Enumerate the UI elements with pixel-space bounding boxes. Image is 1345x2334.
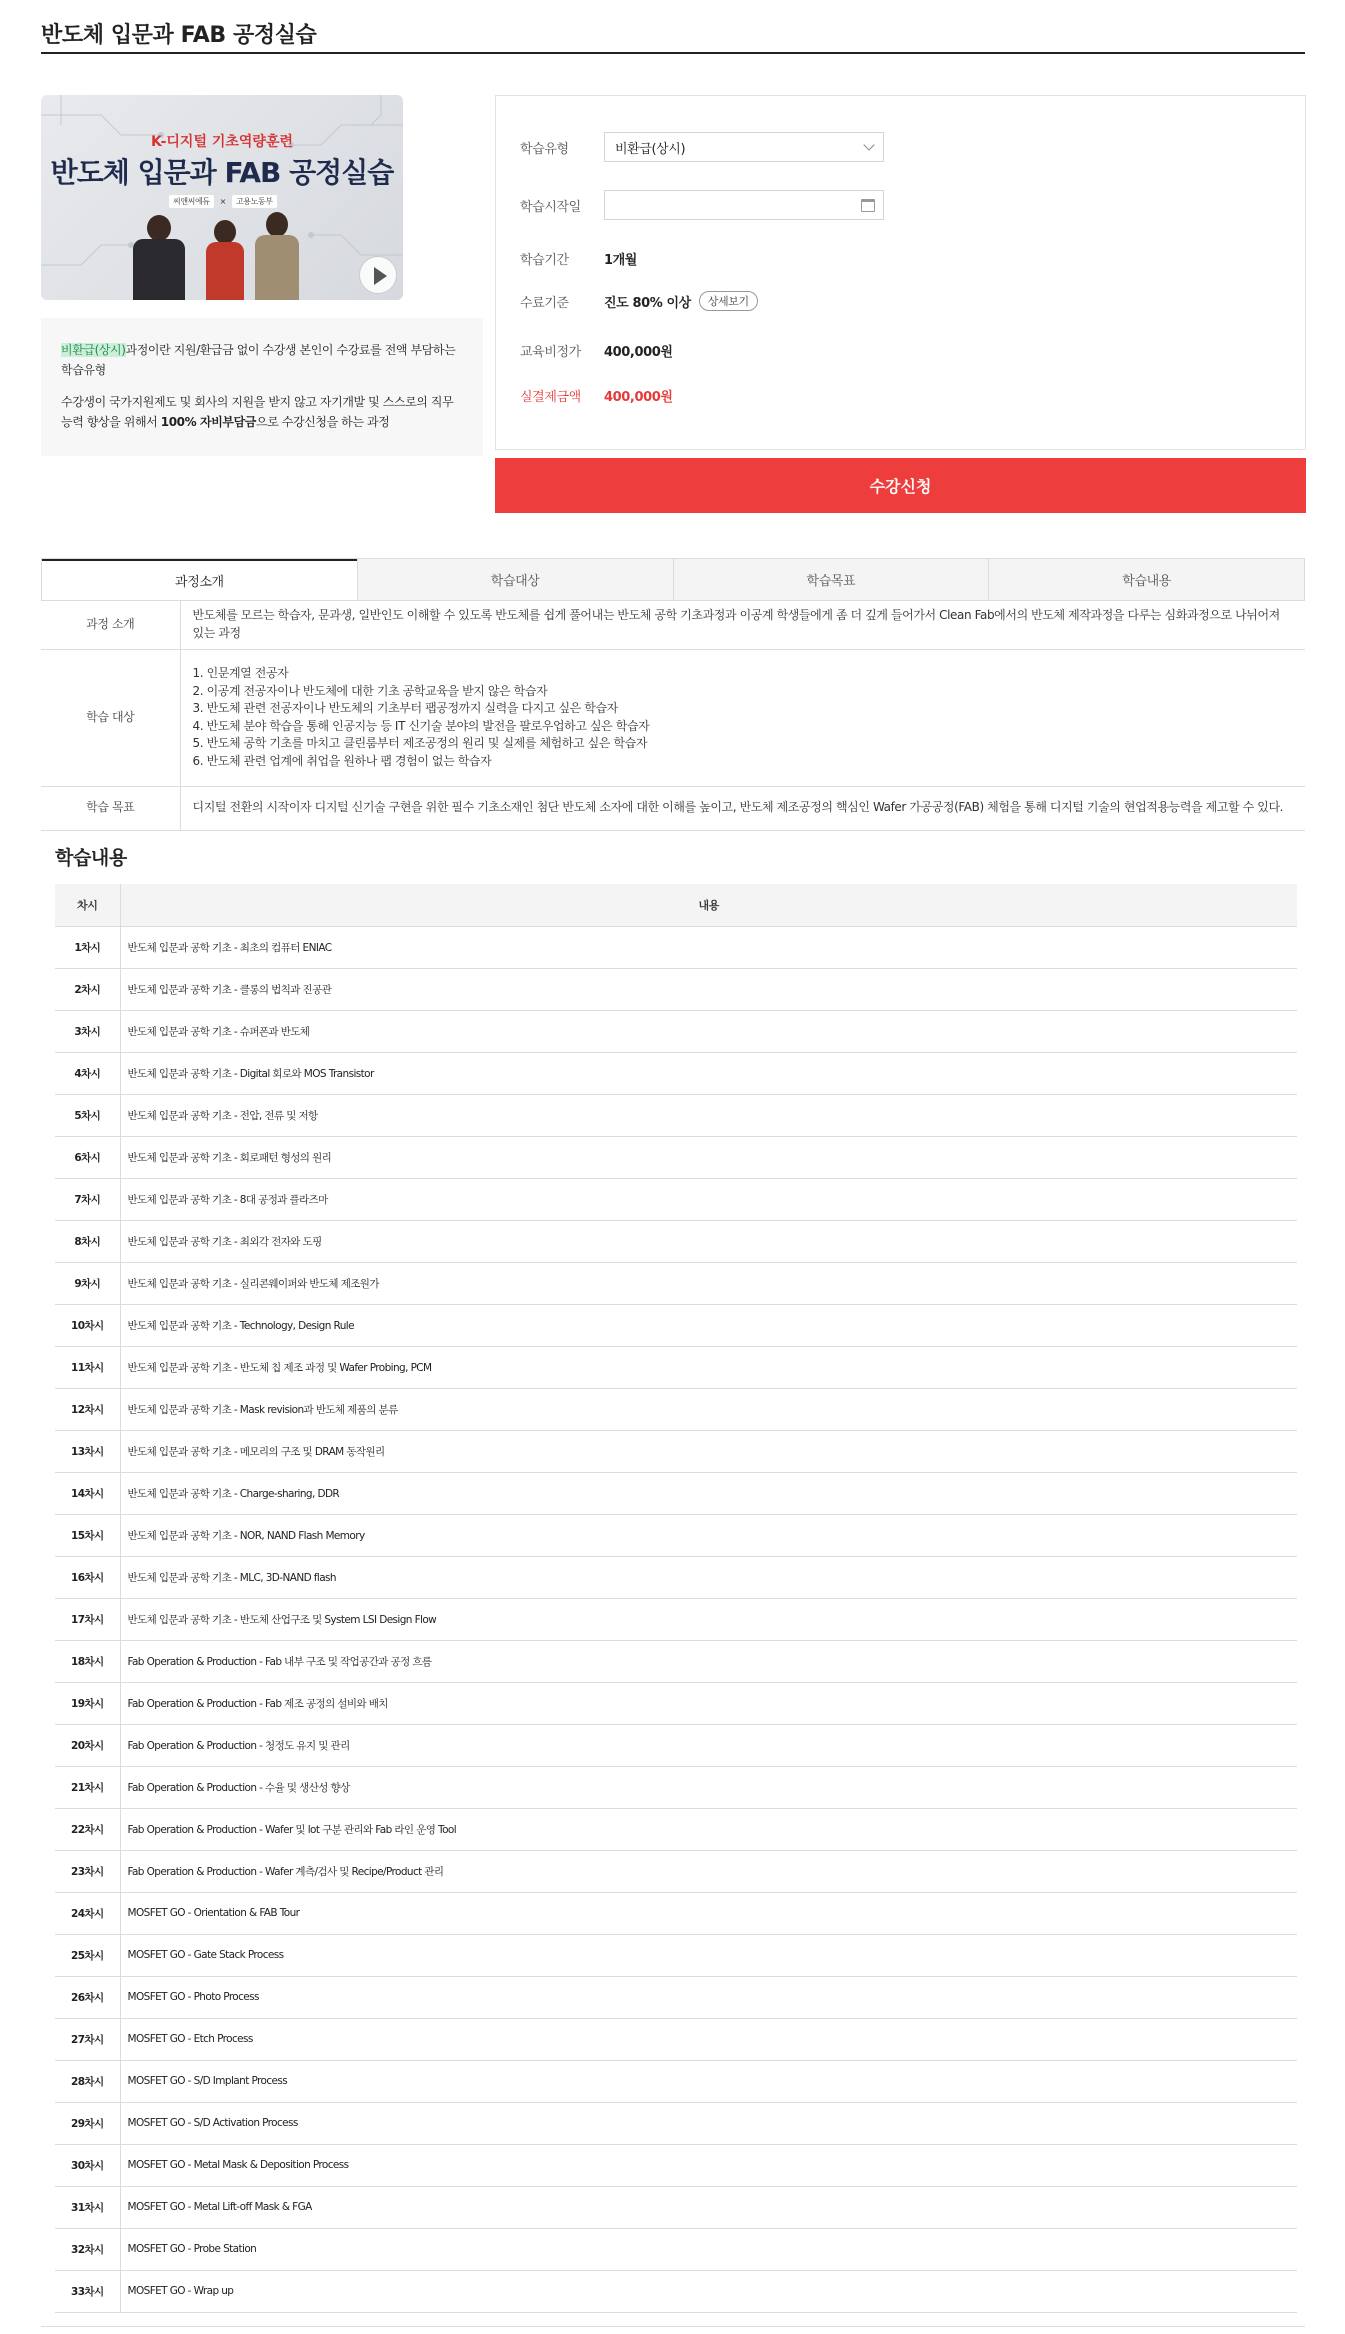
table-row <box>55 2102 1297 2144</box>
description-line-2-bold: 100% 자비부담금 <box>160 415 256 429</box>
final-price-label: 실결제금액 <box>520 389 581 405</box>
description-line-2-pre: 수강생이 국가지원제도 및 회사의 지원을 받지 않고 자기개발 및 스스로의 직무능력 향상을 위해서 <box>61 395 454 429</box>
title-divider <box>41 52 1305 54</box>
table-row <box>55 1388 1297 1430</box>
table-row <box>55 2060 1297 2102</box>
detail-view-button[interactable]: 상세보기 <box>699 291 758 311</box>
course-tabs <box>41 558 1305 601</box>
course-info-panel <box>495 95 1306 450</box>
table-row <box>55 1598 1297 1640</box>
session-content: MOSFET GO - Orientation & FAB Tour <box>120 1892 1297 1934</box>
learning-type-description <box>41 318 483 456</box>
thumbnail-headline: 반도체 입문과 FAB 공정실습 <box>50 156 394 189</box>
table-row <box>55 1514 1297 1556</box>
session-number: 30차시 <box>55 2144 120 2186</box>
page-title: 반도체 입문과 FAB 공정실습 <box>41 23 317 48</box>
session-content: 반도체 입문과 공학 기초 - 최초의 컴퓨터 ENIAC <box>120 926 1297 968</box>
session-number: 26차시 <box>55 1976 120 2018</box>
session-number: 31차시 <box>55 2186 120 2228</box>
session-content: 반도체 입문과 공학 기초 - MLC, 3D-NAND flash <box>120 1556 1297 1598</box>
session-number: 16차시 <box>55 1556 120 1598</box>
target-item: 3. 반도체 관련 전공자이나 반도체의 기초부터 팹공정까지 실력을 다지고 싶은 학습자 <box>192 701 618 715</box>
session-number: 25차시 <box>55 1934 120 1976</box>
table-row <box>55 1262 1297 1304</box>
instructor-figure <box>203 220 247 300</box>
target-list <box>180 649 1305 786</box>
learning-type-selected: 비환급(상시) <box>615 141 686 157</box>
session-number: 3차시 <box>55 1010 120 1052</box>
table-row <box>55 1850 1297 1892</box>
session-number: 32차시 <box>55 2228 120 2270</box>
session-number: 12차시 <box>55 1388 120 1430</box>
session-content: MOSFET GO - Metal Lift-off Mask & FGA <box>120 2186 1297 2228</box>
tab-learning-target[interactable]: 학습대상 <box>357 559 673 600</box>
description-line-1 <box>61 340 463 380</box>
instructor-figure <box>129 215 189 300</box>
session-number: 13차시 <box>55 1430 120 1472</box>
course-thumbnail[interactable] <box>41 95 403 300</box>
start-date-row <box>520 190 884 220</box>
logo-separator: × <box>219 197 226 206</box>
table-row <box>55 1346 1297 1388</box>
learning-type-select[interactable] <box>604 132 884 162</box>
session-content: MOSFET GO - S/D Implant Process <box>120 2060 1297 2102</box>
intro-text: 반도체를 모르는 학습자, 문과생, 일반인도 이해할 수 있도록 반도체를 쉽게 풀어내는 반도체 공학 기초과정과 이공계 학생들에게 좀 더 깊게 들어가서 Clean Fab에서의 반도체 제작과정을 다루는 심화과정으로 나뉘어져 있는 과정 <box>180 601 1305 649</box>
learning-type-label: 학습유형 <box>520 141 569 157</box>
session-content: 반도체 입문과 공학 기초 - 실리콘웨이퍼와 반도체 제조원가 <box>120 1262 1297 1304</box>
intro-label: 과정 소개 <box>41 601 180 649</box>
session-number: 20차시 <box>55 1724 120 1766</box>
final-price-row <box>520 380 673 410</box>
target-item: 5. 반도체 공학 기초를 마치고 클린룸부터 제조공정의 원리 및 실제를 체험하고 싶은 학습자 <box>192 736 648 750</box>
curriculum-table <box>55 884 1297 2313</box>
session-content: 반도체 입문과 공학 기초 - 슈퍼폰과 반도체 <box>120 1010 1297 1052</box>
learning-type-row <box>520 132 884 162</box>
session-number: 28차시 <box>55 2060 120 2102</box>
session-content: MOSFET GO - Gate Stack Process <box>120 1934 1297 1976</box>
logo-right: 고용노동부 <box>232 195 277 208</box>
session-content: 반도체 입문과 공학 기초 - Technology, Design Rule <box>120 1304 1297 1346</box>
target-row <box>41 649 1305 786</box>
session-number: 15차시 <box>55 1514 120 1556</box>
session-content: Fab Operation & Production - Wafer 및 lot 구분 관리와 Fab 라인 운영 Tool <box>120 1808 1297 1850</box>
table-row <box>55 1220 1297 1262</box>
session-number: 27차시 <box>55 2018 120 2060</box>
session-content: MOSFET GO - S/D Activation Process <box>120 2102 1297 2144</box>
table-row <box>55 1724 1297 1766</box>
table-row <box>55 1472 1297 1514</box>
list-price-label: 교육비정가 <box>520 344 581 360</box>
session-number: 10차시 <box>55 1304 120 1346</box>
period-value: 1개월 <box>604 252 637 268</box>
table-row <box>55 1976 1297 2018</box>
session-content: 반도체 입문과 공학 기초 - Charge-sharing, DDR <box>120 1472 1297 1514</box>
target-label: 학습 대상 <box>41 649 180 786</box>
curriculum-header-row <box>55 884 1297 926</box>
session-number: 9차시 <box>55 1262 120 1304</box>
course-info-table <box>41 601 1305 831</box>
thumbnail-subtitle: K-디지털 기초역량훈련 <box>150 134 294 150</box>
chevron-down-icon <box>863 139 874 150</box>
tab-learning-goal[interactable]: 학습목표 <box>673 559 989 600</box>
session-content: 반도체 입문과 공학 기초 - 반도체 칩 제조 과정 및 Wafer Probing, PCM <box>120 1346 1297 1388</box>
curriculum-title: 학습내용 <box>55 847 127 869</box>
session-number: 17차시 <box>55 1598 120 1640</box>
session-number: 21차시 <box>55 1766 120 1808</box>
session-content: 반도체 입문과 공학 기초 - 전압, 전류 및 저항 <box>120 1094 1297 1136</box>
description-line-2-post: 으로 수강신청을 하는 과정 <box>256 415 390 429</box>
thumbnail-logos <box>169 195 277 208</box>
session-number: 22차시 <box>55 1808 120 1850</box>
goal-label: 학습 목표 <box>41 786 180 830</box>
session-content: Fab Operation & Production - Fab 제조 공정의 설비와 배치 <box>120 1682 1297 1724</box>
list-price-value: 400,000원 <box>604 344 673 360</box>
table-row <box>55 2270 1297 2312</box>
completion-criteria-row <box>520 286 758 316</box>
table-row <box>55 1178 1297 1220</box>
session-number: 24차시 <box>55 1892 120 1934</box>
table-row <box>55 968 1297 1010</box>
period-row <box>520 243 637 273</box>
session-content: Fab Operation & Production - 수율 및 생산성 향상 <box>120 1766 1297 1808</box>
session-content: MOSFET GO - Metal Mask & Deposition Process <box>120 2144 1297 2186</box>
session-content: MOSFET GO - Etch Process <box>120 2018 1297 2060</box>
session-number: 4차시 <box>55 1052 120 1094</box>
table-row <box>55 1682 1297 1724</box>
period-label: 학습기간 <box>520 252 569 268</box>
description-line-1-text: 과정이란 지원/환급금 없이 수강생 본인이 수강료를 전액 부담하는 학습유형 <box>61 343 456 377</box>
table-row <box>55 1934 1297 1976</box>
calendar-icon[interactable] <box>861 199 875 212</box>
session-number: 7차시 <box>55 1178 120 1220</box>
intro-row <box>41 601 1305 649</box>
session-number: 11차시 <box>55 1346 120 1388</box>
session-number: 6차시 <box>55 1136 120 1178</box>
session-number: 2차시 <box>55 968 120 1010</box>
description-line-2 <box>61 392 463 432</box>
description-highlight: 비환급(상시) <box>61 343 126 357</box>
table-row <box>55 1304 1297 1346</box>
session-number: 8차시 <box>55 1220 120 1262</box>
curriculum-body <box>55 926 1297 2312</box>
session-content: 반도체 입문과 공학 기초 - Digital 회로와 MOS Transistor <box>120 1052 1297 1094</box>
session-content: MOSFET GO - Photo Process <box>120 1976 1297 2018</box>
session-number: 23차시 <box>55 1850 120 1892</box>
table-row <box>55 1430 1297 1472</box>
session-content: 반도체 입문과 공학 기초 - 최외각 전자와 도핑 <box>120 1220 1297 1262</box>
start-date-label: 학습시작일 <box>520 199 581 215</box>
completion-criteria-label: 수료기준 <box>520 295 569 311</box>
session-content: Fab Operation & Production - Wafer 계측/검사 및 Recipe/Product 관리 <box>120 1850 1297 1892</box>
instructor-figure <box>251 212 303 300</box>
table-row <box>55 1808 1297 1850</box>
table-row <box>55 1766 1297 1808</box>
session-number: 18차시 <box>55 1640 120 1682</box>
session-content: 반도체 입문과 공학 기초 - 클롱의 법칙과 진공관 <box>120 968 1297 1010</box>
target-item: 4. 반도체 분야 학습을 통해 인공지능 등 IT 신기술 분야의 발전을 팔로우업하고 싶은 학습자 <box>192 718 650 733</box>
session-content: MOSFET GO - Probe Station <box>120 2228 1297 2270</box>
table-row <box>55 2144 1297 2186</box>
table-row <box>55 1010 1297 1052</box>
target-item: 1. 인문계열 전공자 <box>192 666 289 680</box>
session-number: 33차시 <box>55 2270 120 2312</box>
bottom-divider <box>41 2326 1305 2327</box>
logo-left: 씨앤씨에듀 <box>169 195 214 208</box>
session-content: 반도체 입문과 공학 기초 - 회로패턴 형성의 원리 <box>120 1136 1297 1178</box>
session-number: 1차시 <box>55 926 120 968</box>
table-row <box>55 1892 1297 1934</box>
final-price-value: 400,000원 <box>604 389 673 405</box>
session-content: 반도체 입문과 공학 기초 - 메모리의 구조 및 DRAM 동작원리 <box>120 1430 1297 1472</box>
start-date-input[interactable] <box>604 190 884 220</box>
table-row <box>55 2186 1297 2228</box>
session-content: 반도체 입문과 공학 기초 - Mask revision과 반도체 제품의 분류 <box>120 1388 1297 1430</box>
session-number: 29차시 <box>55 2102 120 2144</box>
session-content: Fab Operation & Production - Fab 내부 구조 및 작업공간과 공정 흐름 <box>120 1640 1297 1682</box>
play-icon[interactable] <box>359 256 397 294</box>
column-header-content: 내용 <box>120 884 1297 926</box>
table-row <box>55 2228 1297 2270</box>
session-content: Fab Operation & Production - 청정도 유지 및 관리 <box>120 1724 1297 1766</box>
goal-text: 디지털 전환의 시작이자 디지털 신기술 구현을 위한 필수 기초소재인 첨단 반도체 소자에 대한 이해를 높이고, 반도체 제조공정의 핵심인 Wafer 가공공정(FAB) 체험을 통해 디지털 기술의 현업적용능력을 제고할 수 있다. <box>180 786 1305 830</box>
tab-learning-content[interactable]: 학습내용 <box>988 559 1304 600</box>
session-content: 반도체 입문과 공학 기초 - NOR, NAND Flash Memory <box>120 1514 1297 1556</box>
goal-row <box>41 786 1305 830</box>
target-item: 2. 이공계 전공자이나 반도체에 대한 기초 공학교육을 받지 않은 학습자 <box>192 683 548 698</box>
session-number: 19차시 <box>55 1682 120 1724</box>
tab-course-intro[interactable]: 과정소개 <box>42 559 357 600</box>
apply-button[interactable]: 수강신청 <box>495 458 1306 513</box>
completion-criteria-value: 진도 80% 이상 <box>604 295 691 311</box>
session-content: 반도체 입문과 공학 기초 - 8대 공정과 플라즈마 <box>120 1178 1297 1220</box>
table-row <box>55 1094 1297 1136</box>
table-row <box>55 1052 1297 1094</box>
session-number: 14차시 <box>55 1472 120 1514</box>
list-price-row <box>520 335 673 365</box>
column-header-no: 차시 <box>55 884 120 926</box>
table-row <box>55 1640 1297 1682</box>
table-row <box>55 926 1297 968</box>
session-content: 반도체 입문과 공학 기초 - 반도체 산업구조 및 System LSI Design Flow <box>120 1598 1297 1640</box>
table-row <box>55 2018 1297 2060</box>
table-row <box>55 1556 1297 1598</box>
session-content: MOSFET GO - Wrap up <box>120 2270 1297 2312</box>
session-number: 5차시 <box>55 1094 120 1136</box>
table-row <box>55 1136 1297 1178</box>
target-item: 6. 반도체 관련 업계에 취업을 원하나 팹 경험이 없는 학습자 <box>192 753 492 768</box>
